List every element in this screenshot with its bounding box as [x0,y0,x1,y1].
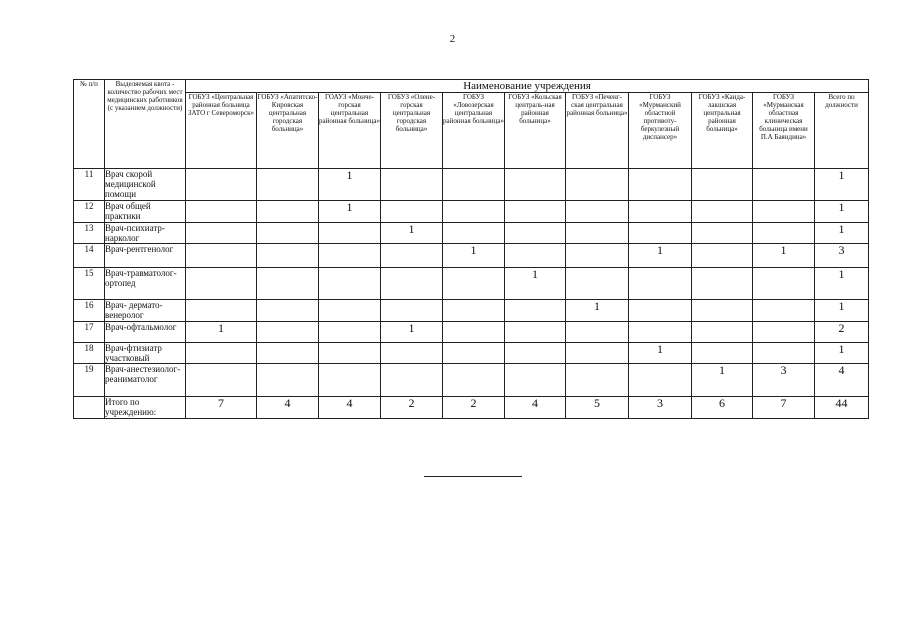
quota-cell: 1 [319,169,381,201]
row-total: 2 [815,322,869,343]
header-institution: ГОБУЗ «Олене-горская центральная городская больница» [381,93,443,169]
grand-total: 44 [815,397,869,419]
row-total: 1 [815,201,869,223]
header-institution: ГОБУЗ «Апатитско-Кировская центральная городская больница» [257,93,319,169]
table-row [74,364,869,397]
quota-cell: 1 [629,343,692,364]
quota-cell [186,223,257,244]
table-row [74,343,869,364]
quota-cell [319,322,381,343]
quota-cell [566,244,629,268]
totals-label: Итого по учреждению: [105,397,186,419]
quota-cell [566,343,629,364]
quota-cell [186,364,257,397]
quota-cell [629,268,692,300]
row-total: 3 [815,244,869,268]
quota-cell: 1 [443,244,505,268]
quota-cell [381,244,443,268]
position-name: Врач- дермато-венеролог [105,300,186,322]
table-row [74,223,869,244]
quota-cell [319,343,381,364]
quota-cell [753,268,815,300]
quota-cell [692,322,753,343]
quota-cell [692,169,753,201]
row-total: 1 [815,169,869,201]
quota-cell [443,223,505,244]
quota-cell [629,223,692,244]
quota-cell: 1 [505,268,566,300]
quota-cell [257,322,319,343]
row-number: 14 [74,244,105,268]
quota-cell [629,201,692,223]
header-institution: ГОБУЗ «Кольская централь-ная районная больница» [505,93,566,169]
position-name: Врач-фтизиатр участковый [105,343,186,364]
institution-total: 6 [692,397,753,419]
quota-cell [257,169,319,201]
quota-cell [381,364,443,397]
quota-cell [629,322,692,343]
quota-cell [257,343,319,364]
quota-cell: 1 [753,244,815,268]
quota-cell [381,201,443,223]
quota-cell [566,223,629,244]
quota-cell [692,268,753,300]
row-number: 16 [74,300,105,322]
institution-total: 4 [319,397,381,419]
quota-cell [753,201,815,223]
quota-cell [629,169,692,201]
quota-cell [566,364,629,397]
header-institution: ГОБУЗ «Мурманский областной противоту-беркулезный диспансер» [629,93,692,169]
quota-cell [753,223,815,244]
quota-cell: 1 [566,300,629,322]
table-row [74,169,869,201]
quota-cell [257,223,319,244]
quota-cell [505,343,566,364]
quota-cell [319,223,381,244]
quota-cell [319,244,381,268]
table-row [74,244,869,268]
quota-cell [319,268,381,300]
quota-cell [692,343,753,364]
row-number: 18 [74,343,105,364]
institution-total: 4 [505,397,566,419]
row-total: 1 [815,268,869,300]
row-number: 15 [74,268,105,300]
header-num: № п/п [74,80,105,169]
institution-total: 2 [443,397,505,419]
institution-total: 2 [381,397,443,419]
quota-cell [753,343,815,364]
quota-cell [381,343,443,364]
position-name: Врач-анестезиолог-реаниматолог [105,364,186,397]
quota-cell [257,268,319,300]
quota-cell [186,201,257,223]
quota-cell [319,300,381,322]
quota-cell [443,201,505,223]
quota-cell [257,201,319,223]
header-institution-group: Наименование учреждения [186,80,869,93]
table-row [74,268,869,300]
quota-cell [505,201,566,223]
quota-cell [381,169,443,201]
table-row [74,300,869,322]
quota-cell [443,300,505,322]
quota-cell [443,169,505,201]
quota-cell [692,201,753,223]
row-total: 1 [815,343,869,364]
quota-cell [257,364,319,397]
quota-cell [381,300,443,322]
quota-cell [566,201,629,223]
header-institution: ГОБУЗ «Канда-лакшская центральная районная больница» [692,93,753,169]
quota-cell [566,169,629,201]
institution-total: 4 [257,397,319,419]
quota-cell [505,300,566,322]
row-number: 19 [74,364,105,397]
position-name: Врач скорой медицинской помощи [105,169,186,201]
quota-cell: 1 [629,244,692,268]
quota-cell: 1 [186,322,257,343]
institution-total: 5 [566,397,629,419]
quota-cell [629,300,692,322]
quota-cell [566,268,629,300]
quota-cell [505,244,566,268]
row-total: 1 [815,223,869,244]
header-institution: ГОБУЗ «Печенг-ская центральная районная больница» [566,93,629,169]
quota-cell [186,268,257,300]
quota-cell [186,300,257,322]
row-number: 17 [74,322,105,343]
quota-cell [505,169,566,201]
quota-cell: 1 [319,201,381,223]
totals-num-cell [74,397,105,419]
quota-cell [443,322,505,343]
quota-cell: 1 [381,322,443,343]
row-number: 12 [74,201,105,223]
quota-table [73,79,869,419]
header-quota: Выделяемая квота - количество рабочих мест медицинских работников (с указанием должности) [105,80,186,169]
page-number: 2 [449,33,456,45]
position-name: Врач-травматолог-ортопед [105,268,186,300]
quota-cell [753,322,815,343]
quota-cell [381,268,443,300]
quota-cell: 1 [381,223,443,244]
position-name: Врач-рентгенолог [105,244,186,268]
quota-cell [443,364,505,397]
position-name: Врач-офтальмолог [105,322,186,343]
quota-cell [629,364,692,397]
table-row [74,322,869,343]
quota-cell [257,300,319,322]
quota-cell [753,169,815,201]
quota-cell [186,343,257,364]
quota-cell [443,268,505,300]
quota-cell [692,244,753,268]
header-institution: ГОБУЗ «Мурманская областная клиническая больница имени П.А Баяндина» [753,93,815,169]
signature-divider [424,476,522,477]
row-total: 1 [815,300,869,322]
quota-cell [505,364,566,397]
quota-cell [319,364,381,397]
header-institution: ГОАУЗ «Монче-горская центральная районная больница» [319,93,381,169]
header-institution: ГОБУЗ «Ловозерская центральная районная больница» [443,93,505,169]
institution-total: 7 [186,397,257,419]
row-total: 4 [815,364,869,397]
row-number: 13 [74,223,105,244]
header-total: Всего по должности [815,93,869,169]
quota-cell [257,244,319,268]
institution-total: 7 [753,397,815,419]
quota-cell [692,223,753,244]
quota-cell [443,343,505,364]
quota-cell [753,300,815,322]
quota-cell: 3 [753,364,815,397]
quota-cell: 1 [692,364,753,397]
totals-row [74,397,869,419]
position-name: Врач общей практики [105,201,186,223]
header-institution: ГОБУЗ «Центральная районная больница ЗАТО г Североморск» [186,93,257,169]
institution-total: 3 [629,397,692,419]
table-row [74,201,869,223]
position-name: Врач-психиатр-нарколог [105,223,186,244]
quota-cell [505,223,566,244]
quota-cell [186,244,257,268]
quota-cell [566,322,629,343]
quota-cell [186,169,257,201]
row-number: 11 [74,169,105,201]
quota-cell [692,300,753,322]
quota-cell [505,322,566,343]
